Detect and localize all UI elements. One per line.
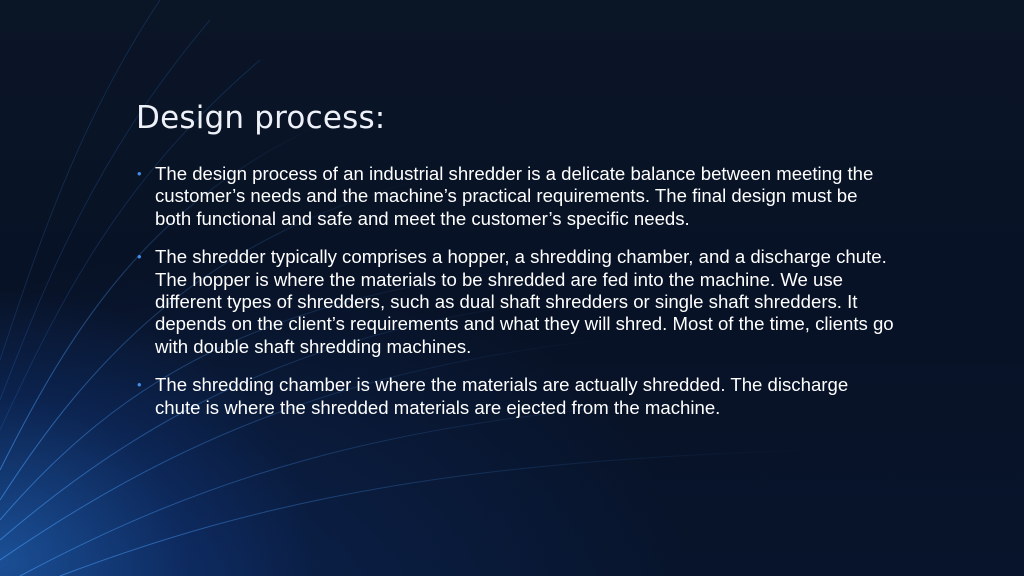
bullet-text: The shredder typically comprises a hopper, a shredding chamber, and a discharge chute. The hopper is where the materials to be shredded are fed into the machine. We use different types of shredders, such as dual shaft shredders or single shaft shredders. It depends on the client’s requirements and what they will shred. Most of the time, clients go with double shaft shredding machines. <box>155 246 894 357</box>
bullet-text: The shredding chamber is where the materials are actually shredded. The discharge chute is where the shredded materials are ejected from the machine. <box>155 374 849 418</box>
bullet-point-icon: • <box>137 377 142 393</box>
slide-title: Design process: <box>136 100 386 136</box>
bullet-list <box>136 163 896 435</box>
bullet-point-icon: • <box>137 166 142 181</box>
bullet-item <box>136 246 896 358</box>
bullet-item <box>136 374 896 419</box>
bullet-item <box>136 163 896 230</box>
bullet-point-icon: • <box>137 249 142 265</box>
bullet-text: The design process of an industrial shredder is a delicate balance between meeting the customer’s needs and the machine’s practical requirements. The final design must be both functional and safe and meet the customer’s specific needs. <box>155 163 874 229</box>
